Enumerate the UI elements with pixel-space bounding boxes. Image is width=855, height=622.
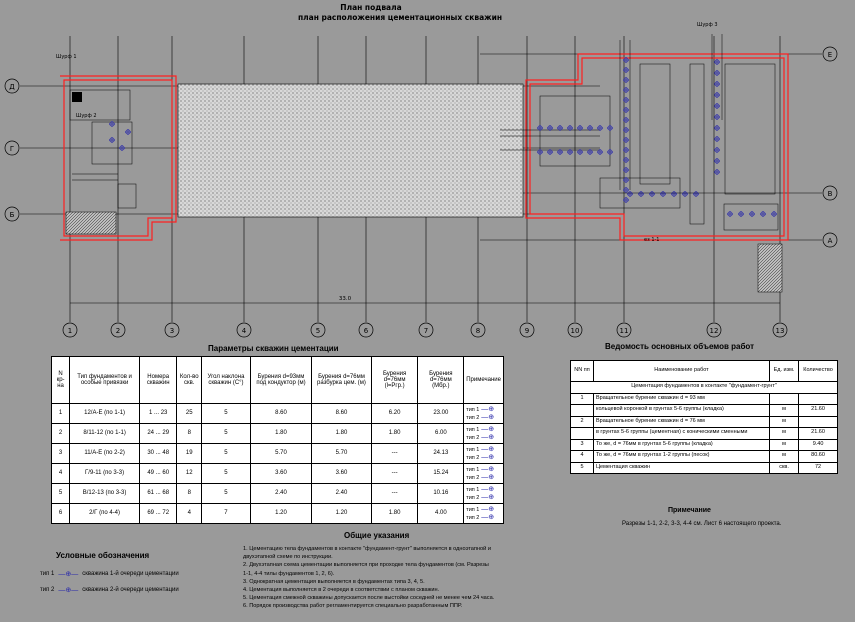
axis-label: 2 [115,327,121,335]
legend-item [40,582,179,598]
table-cell: 21.60 [799,428,838,440]
remark-title: Примечание [668,507,711,514]
table-cell: 80.60 [799,451,838,463]
well-icon: —⊕ [479,445,495,453]
shaft-icon [72,92,82,102]
table-cell [571,428,594,440]
table-cell: 2 [571,416,594,428]
table-cell: 3.60 [250,464,311,484]
table-cell: 1.80 [312,424,372,444]
table-cell: в грунтах 5-6 группы (цементная) с коническими сменными [593,428,769,440]
table-cell [571,405,594,417]
well-icon: —⊕ [479,493,495,501]
table-cell [799,416,838,428]
table-cell: 3.60 [312,464,372,484]
table-cell: 12 [177,464,202,484]
table-row [52,424,504,444]
table-cell: 24 ... 29 [140,424,177,444]
table-cell: 11/А-Е (по 2-2) [70,444,140,464]
table-cell: Цементация скважин [593,462,769,474]
type-label: тип 2 [466,474,480,481]
well-icon: —⊕ [479,425,495,433]
axis-label: 12 [709,327,719,335]
table-row [571,451,838,463]
params-header: Угол наклона скважин (С°) [202,357,251,404]
axis-label: Д [9,83,15,91]
general-notes [243,545,583,611]
table-row [52,404,504,424]
table-cell: кольцевой коронкой в грунтах 5-6 группы (кладка) [593,405,769,417]
axis-label: Г [9,145,15,153]
cut-label: ез 1-1 [644,237,660,243]
plan-subtitle: план расположения цементационных скважин [297,13,503,22]
type-note [464,464,504,484]
table-cell: 15.24 [418,464,464,484]
table-cell [799,393,838,405]
well-icon: —⊕ [479,453,495,461]
type-label: тип 2 [466,414,480,421]
type-label: тип 2 [466,454,480,461]
well-icon: —⊕— [58,587,79,594]
table-cell: --- [371,444,418,464]
table-cell: В/12-13 (по 3-3) [70,484,140,504]
table-cell: 8 [177,424,202,444]
table-cell: 4 [52,464,70,484]
total-dimension: 33.0 [338,296,352,302]
stairs-right [758,244,782,292]
well-icon: —⊕ [479,485,495,493]
table-cell: 2 [52,424,70,444]
table-cell: 9.40 [799,439,838,451]
well-icon: —⊕ [479,413,495,421]
well-icon: —⊕— [58,571,79,578]
table-cell: --- [371,484,418,504]
table-cell: 1.80 [371,424,418,444]
table-cell: Вращательное бурение скважин d = 76 мм [593,416,769,428]
type-note [464,424,504,444]
table-cell: 2/Г (по 4-4) [70,504,140,524]
concrete-zone [178,84,523,217]
table-row [571,428,838,440]
table-cell [770,393,799,405]
axis-label: 8 [475,327,481,335]
axis-label: Е [827,51,833,59]
table-row [571,439,838,451]
stairs-left [66,212,116,234]
table-row [52,484,504,504]
params-header: Бурения d=76мм (l=Ргр.) [371,357,418,404]
table-cell: 10.16 [418,484,464,504]
table-row [52,444,504,464]
well-icon: —⊕ [479,473,495,481]
well-icon: —⊕ [479,465,495,473]
note-line: 1. Цементацию тела фундаментов в контакте "фундамент-грунт" выполняется в одноэтапной и [243,546,491,552]
table-cell: 1.80 [250,424,311,444]
notes-title: Общие указания [344,531,410,540]
type-label: тип 1 [466,426,480,433]
type-label: тип 2 [466,494,480,501]
table-cell: 1 [571,393,594,405]
params-header: N кр-на [52,357,70,404]
params-header: Бурения d=76мм разбурка цем. (м) [312,357,372,404]
table-cell: То же, d = 76мм в грунтах 5-6 группы (кладка) [593,439,769,451]
table-cell: 69 ... 72 [140,504,177,524]
remark-text: Разрезы 1-1, 2-2, 3-3, 4-4 см. Лист 6 настоящего проекта. [622,521,782,527]
table-cell: м [770,428,799,440]
table-cell: 5.70 [250,444,311,464]
foundation-walls-right [526,54,788,240]
table-cell: м [770,451,799,463]
table-cell: 4.00 [418,504,464,524]
shurf-2-label: Шурф 2 [76,113,97,119]
type-label: тип 1 [466,466,480,473]
table-cell: 6.20 [371,404,418,424]
table-cell: 21.60 [799,405,838,417]
table-cell: 1 ... 23 [140,404,177,424]
table-cell: --- [371,464,418,484]
note-line: 1-1, 4-4 тилы фундаментов 1, 2, 6). [243,570,335,577]
table-cell: 19 [177,444,202,464]
legend [40,566,179,598]
well-icon: —⊕ [479,405,495,413]
table-cell: 5.70 [312,444,372,464]
table-cell: 5 [202,464,251,484]
table-cell: Г/9-11 (по 3-3) [70,464,140,484]
axis-label: 7 [423,327,429,335]
table-cell: 49 ... 60 [140,464,177,484]
table-cell: 6.00 [418,424,464,444]
note-line: 5. Цементация смежной скважины допускается после выстойки соседней не менее чем 24 часа. [243,595,495,602]
legend-item [40,566,179,582]
legend-type: тип 1 [40,571,55,577]
axis-label: 6 [363,327,369,335]
shurf-1-label: Шурф 1 [56,54,77,60]
axis-label: 9 [524,327,530,335]
table-cell: 8.60 [312,404,372,424]
well-icon: —⊕ [479,433,495,441]
params-table [51,356,504,524]
table-cell: 72 [799,462,838,474]
table-cell: 1.20 [312,504,372,524]
table-cell: 1.20 [250,504,311,524]
table-cell: 5 [202,484,251,504]
params-header: Бурения d=76мм (Мбр.) [418,357,464,404]
table-cell: 3 [571,439,594,451]
well-icon: —⊕ [479,513,495,521]
table-cell: м [770,416,799,428]
volumes-table [570,360,838,474]
axis-label: 3 [169,327,175,335]
table-cell: скв. [770,462,799,474]
axis-label: Б [9,211,15,219]
type-label: тип 1 [466,406,480,413]
legend-text: скважина 1-й очереди цементации [82,571,179,577]
axis-label: 1 [67,327,73,335]
params-header: Номера скважин [140,357,177,404]
table-cell: 3 [52,444,70,464]
table-cell: 5 [202,424,251,444]
note-line: 4. Цементация выполняется в 2 очереди в соответствии с планом скважин. [243,587,440,594]
axis-label: 13 [775,327,785,335]
table-row [571,393,838,405]
section-row: Цементация фундаментов в контакте "фундамент-грунт" [571,382,838,394]
note-line: двухэтапной схеме по инструкции. [243,554,333,561]
note-line: 6. Порядок производства работ регламентируется специально разработанным ППР. [243,603,463,610]
table-cell: 23.00 [418,404,464,424]
table-cell: 4 [177,504,202,524]
table-cell: 61 ... 68 [140,484,177,504]
table-row [571,416,838,428]
table-row [52,504,504,524]
table-row [571,405,838,417]
axis-label: 5 [315,327,321,335]
axis-label: 11 [619,327,629,335]
params-header: Тип фундаментов и особые привязки [70,357,140,404]
volumes-header: Ед. изм. [770,361,799,382]
table-cell: 5 [571,462,594,474]
params-header: Кол-во скв. [177,357,202,404]
legend-type: тип 2 [40,587,55,593]
table-cell: Вращательное бурение скважин d = 93 мм [593,393,769,405]
type-note [464,444,504,464]
type-label: тип 1 [466,486,480,493]
table-cell: 7 [202,504,251,524]
table-cell: 1.80 [371,504,418,524]
table-cell: 25 [177,404,202,424]
axis-label: 10 [570,327,580,335]
params-table-title: Параметры скважин цементации [208,344,339,353]
table-cell: 8 [177,484,202,504]
shurf-3-label: Шурф 3 [697,22,718,28]
plan-title: План подвала [340,3,402,12]
table-cell: 6 [52,504,70,524]
note-line: 2. Двухэтапная схема цементации выполняется при проходке тела фундаментов (см. Разрезы [243,562,489,569]
legend-text: скважина 2-й очереди цементации [82,587,179,593]
volumes-header: Количество [799,361,838,382]
type-note [464,484,504,504]
volumes-table-title: Ведомость основных объемов работ [605,342,755,351]
table-cell: м [770,439,799,451]
table-cell: 4 [571,451,594,463]
table-cell: 2.40 [250,484,311,504]
axis-label: В [827,190,833,198]
table-cell: 2.40 [312,484,372,504]
table-cell: То же, d = 76мм в грунтах 1-2 группы (песок) [593,451,769,463]
type-label: тип 1 [466,506,480,513]
volumes-header: Наименование работ [593,361,769,382]
type-label: тип 2 [466,434,480,441]
axis-label: А [827,237,833,245]
table-cell: 12/А-Е (по 1-1) [70,404,140,424]
table-cell: 8/11-12 (по 1-1) [70,424,140,444]
params-header: Бурения d=93мм под кондуктор (м) [250,357,311,404]
table-row [52,464,504,484]
table-cell: м [770,405,799,417]
legend-title: Условные обозначения [56,551,150,560]
table-row [571,462,838,474]
type-label: тип 2 [466,514,480,521]
note-line: 3. Однократная цементация выполняется в фундаментах типа 3, 4, 5. [243,578,425,585]
table-cell: 1 [52,404,70,424]
well-icon: —⊕ [479,505,495,513]
type-note [464,404,504,424]
type-note [464,504,504,524]
table-cell: 8.60 [250,404,311,424]
table-cell: 30 ... 48 [140,444,177,464]
axis-label: 4 [241,327,247,335]
table-cell: 5 [202,444,251,464]
table-cell: 5 [52,484,70,504]
table-cell: 24.13 [418,444,464,464]
volumes-header: NN пп [571,361,594,382]
params-header: Примечание [464,357,504,404]
table-cell: 5 [202,404,251,424]
type-label: тип 1 [466,446,480,453]
